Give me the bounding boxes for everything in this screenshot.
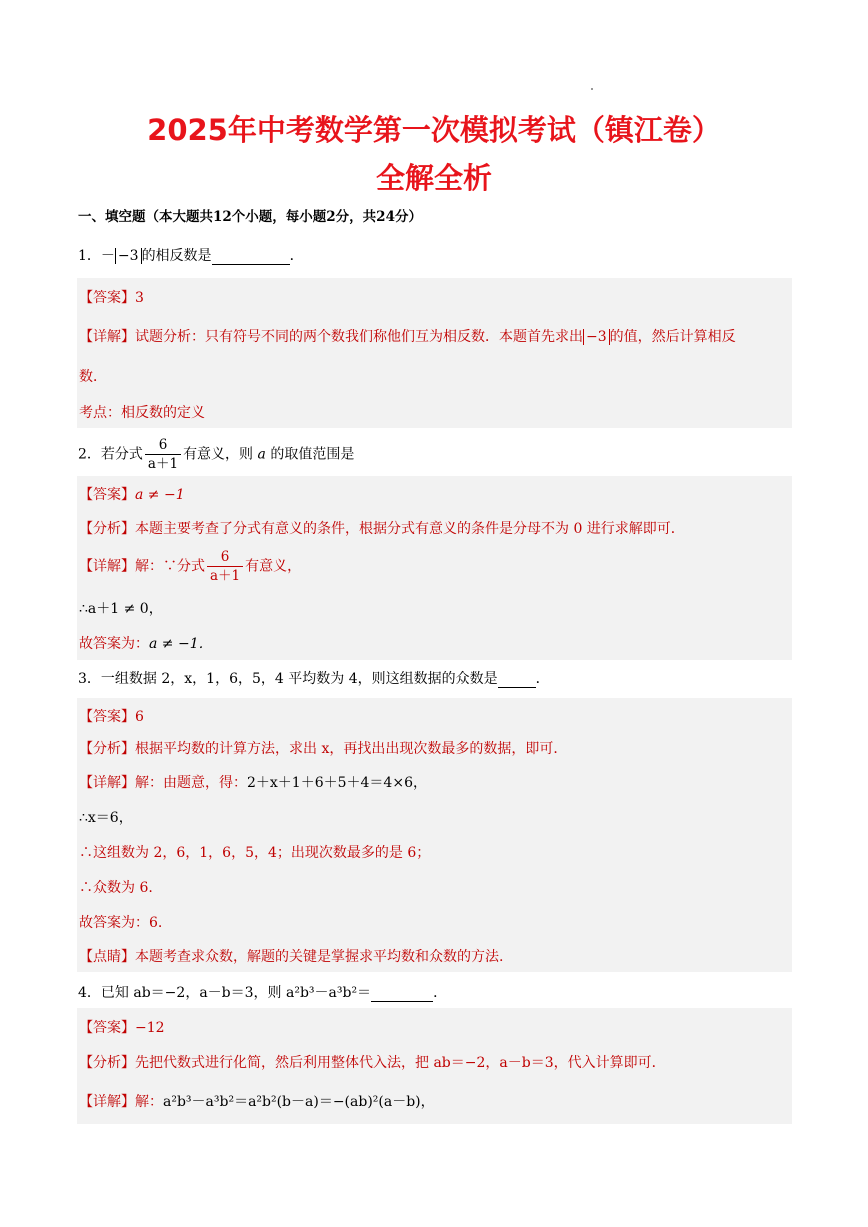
answer-line [79, 1017, 165, 1037]
analysis-line [79, 1052, 666, 1072]
analysis-line [79, 518, 685, 538]
equation: 2＋x＋1＋6＋5＋4＝4×6， [247, 775, 427, 791]
stem-text: 一组数据 2，x，1，6，5，4 平均数为 4，则这组数据的众数是 [100, 671, 498, 687]
question-4 [78, 982, 447, 1002]
answer-value: 6 [135, 709, 144, 725]
analysis-tag: 【分析】 [79, 1055, 135, 1071]
question-1 [78, 245, 304, 265]
equation: a²b³－a³b²＝a²b²(b－a)＝−(ab)²(a－b)， [163, 1094, 435, 1110]
solution-box-2 [77, 476, 792, 660]
detail-text: 解： [135, 1094, 163, 1110]
step-line-2: ∴这组数为 2，6，1，6，5，4；出现次数最多的是 6； [79, 845, 431, 861]
stem-prefix: － [100, 248, 115, 264]
fraction-denominator: a＋1 [210, 568, 241, 584]
analysis-text: 根据平均数的计算方法，求出 x，再找出出现次数最多的数据，即可． [135, 741, 568, 757]
page-subtitle: 全解全析 [375, 161, 492, 195]
analysis-tag: 【分析】 [79, 741, 135, 757]
final-label: 故答案为： [79, 636, 149, 652]
detail-text: 试题分析：只有符号不同的两个数我们称他们互为相反数．本题首先求出 [135, 329, 583, 345]
analysis-line [79, 738, 567, 758]
answer-blank [498, 671, 536, 688]
analysis-text: 先把代数式进行化简，然后利用整体代入法，把 ab＝−2，a－b＝3，代入计算即可． [135, 1055, 666, 1071]
detail-tag: 【详解】 [79, 558, 135, 575]
detail-tag: 【详解】 [79, 329, 135, 345]
question-number: 2． [78, 446, 101, 463]
abs-value: −3 [583, 329, 610, 345]
fraction-denominator: a＋1 [147, 456, 179, 472]
final-answer-line [79, 633, 213, 653]
fraction-numerator: 6 [145, 436, 181, 455]
page-title: 2025年中考数学第一次模拟考试（镇江卷） [147, 113, 721, 147]
stem-text-cont: 有意义，则 [183, 446, 254, 463]
fraction-numerator: 6 [207, 548, 243, 567]
answer-line [79, 287, 144, 307]
question-number: 3． [78, 671, 101, 687]
variable: a [257, 446, 266, 463]
question-3 [78, 668, 550, 688]
detail-line [79, 1091, 435, 1111]
stem-text-end: 的取值范围是 [270, 446, 355, 463]
tip-line [79, 946, 503, 966]
detail-line [79, 326, 736, 346]
detail-text-cont: 有意义， [245, 558, 302, 575]
section-heading: 一、填空题（本大题共12个小题，每小题2分，共24分） [78, 209, 422, 225]
detail-line-2: 数． [79, 369, 107, 385]
page-speck [591, 88, 593, 90]
tip-text: 本题考查求众数，解题的关键是掌握求平均数和众数的方法. [135, 949, 504, 965]
stem-text: 若分式 [100, 446, 143, 463]
answer-line [79, 706, 144, 726]
tip-tag: 【点睛】 [79, 949, 135, 965]
answer-line [79, 484, 185, 504]
stem-end: ． [289, 248, 304, 264]
stem-text: 的相反数是 [141, 248, 212, 264]
abs-value: −3 [115, 248, 142, 264]
final-value: a ≠ −1． [149, 636, 213, 652]
final-answer-line: 故答案为：6. [79, 915, 163, 931]
fraction [145, 436, 181, 473]
step-line-3: ∴众数为 6. [79, 880, 153, 896]
answer-tag: 【答案】 [79, 709, 135, 725]
answer-value: −12 [135, 1020, 165, 1036]
answer-value: 3 [135, 290, 144, 306]
step-line: ∴x＝6， [79, 810, 133, 826]
analysis-text: 本题主要考查了分式有意义的条件，根据分式有意义的条件是分母不为 0 进行求解即可． [135, 521, 685, 537]
answer-value: a ≠ −1 [135, 487, 185, 503]
answer-tag: 【答案】 [79, 1020, 135, 1036]
solution-box-1 [77, 278, 792, 428]
question-number: 4． [78, 985, 101, 1001]
stem-end: ． [433, 985, 448, 1001]
detail-line [79, 548, 301, 585]
answer-tag: 【答案】 [79, 290, 135, 306]
step-line: ∴a＋1 ≠ 0， [79, 601, 163, 617]
detail-tag: 【详解】 [79, 775, 135, 791]
question-2 [78, 436, 354, 473]
detail-tag: 【详解】 [79, 1094, 135, 1110]
knowledge-point: 考点：相反数的定义 [79, 405, 205, 421]
answer-blank [212, 248, 290, 265]
question-number: 1． [78, 248, 101, 264]
detail-text-cont: 的值，然后计算相反 [609, 329, 736, 345]
detail-line [79, 772, 427, 792]
detail-text: 解：∵分式 [135, 558, 205, 575]
detail-text: 解：由题意，得： [135, 775, 247, 791]
fraction [207, 548, 243, 585]
solution-box-4 [77, 1008, 792, 1124]
answer-tag: 【答案】 [79, 487, 135, 503]
answer-blank [371, 985, 433, 1002]
solution-box-3 [77, 698, 792, 972]
stem-end: ． [535, 671, 550, 687]
analysis-tag: 【分析】 [79, 521, 135, 537]
stem-text: 已知 ab＝−2，a－b＝3，则 a²b³－a³b²＝ [100, 985, 372, 1001]
